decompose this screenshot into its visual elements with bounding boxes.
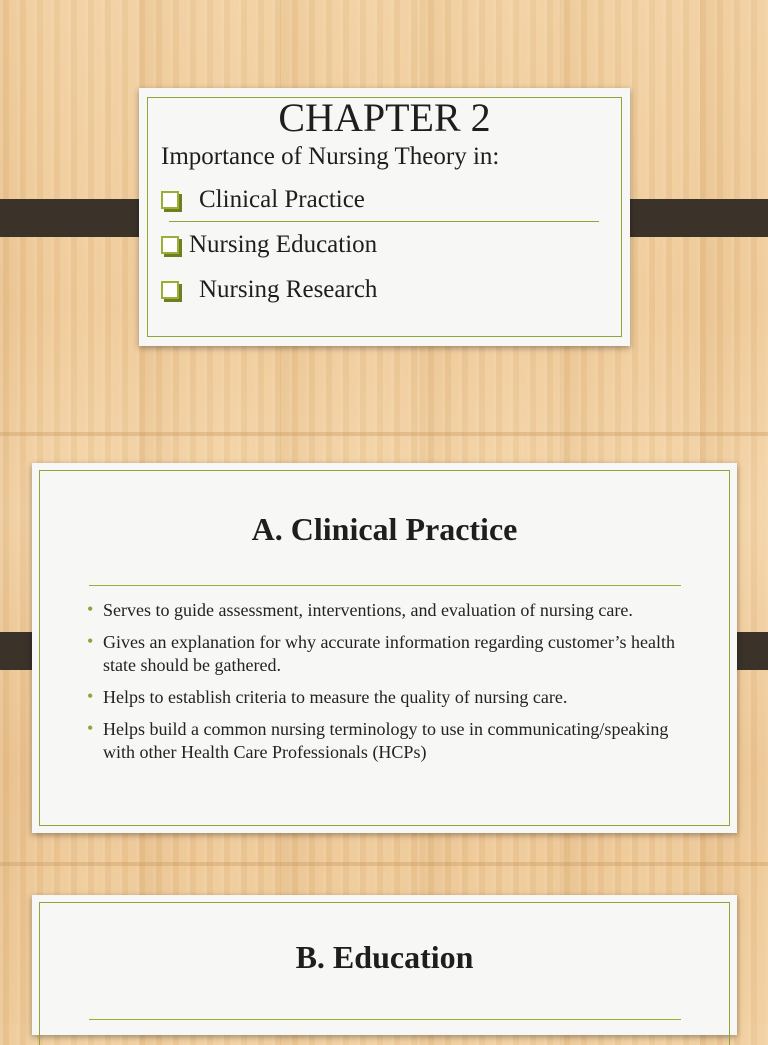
list-item: [161, 186, 365, 214]
bullet-text: Serves to guide assessment, interventions, and evaluation of nursing care.: [103, 600, 633, 620]
checkbox-square-icon: [161, 236, 179, 254]
list-item-label: Nursing Research: [199, 276, 378, 303]
slide-title: B. Education: [295, 939, 474, 975]
list-item: [161, 276, 377, 304]
bullet-icon: •: [87, 686, 94, 706]
slide-chapter-2: [139, 88, 630, 346]
slide-subtitle: Importance of Nursing Theory in:: [161, 143, 500, 170]
divider: [89, 1019, 681, 1020]
bullet-text: Gives an explanation for why accurate information regarding customer’s health state should be gathered.: [103, 632, 675, 675]
bullet-icon: •: [87, 718, 94, 738]
bullet-list: [87, 599, 687, 773]
bullet-item: [87, 686, 687, 709]
checkbox-square-icon: [161, 191, 179, 209]
slide-title: A. Clinical Practice: [251, 511, 518, 547]
bullet-text: Helps build a common nursing terminology to use in communicating/speaking with other Health Care Professionals (HCPs): [103, 719, 669, 762]
checkbox-square-icon: [161, 281, 179, 299]
binder-bar-left-1: [0, 199, 158, 237]
bullet-text: Helps to establish criteria to measure the quality of nursing care.: [103, 687, 568, 707]
slide-separator: [0, 862, 768, 866]
slide-title: CHAPTER 2: [278, 95, 491, 140]
list-item-label: Clinical Practice: [199, 186, 365, 213]
bullet-icon: •: [87, 631, 94, 651]
list-item: [161, 231, 377, 259]
bullet-item: [87, 718, 687, 764]
bullet-item: [87, 599, 687, 622]
slide-clinical-practice: [32, 463, 737, 833]
bullet-icon: •: [87, 599, 94, 619]
slide-separator: [0, 432, 768, 436]
divider: [169, 221, 599, 222]
slide-education: [32, 895, 737, 1035]
divider: [89, 585, 681, 586]
binder-bar-right-1: [612, 199, 768, 237]
list-item-label: Nursing Education: [189, 231, 378, 258]
bullet-item: [87, 631, 687, 677]
